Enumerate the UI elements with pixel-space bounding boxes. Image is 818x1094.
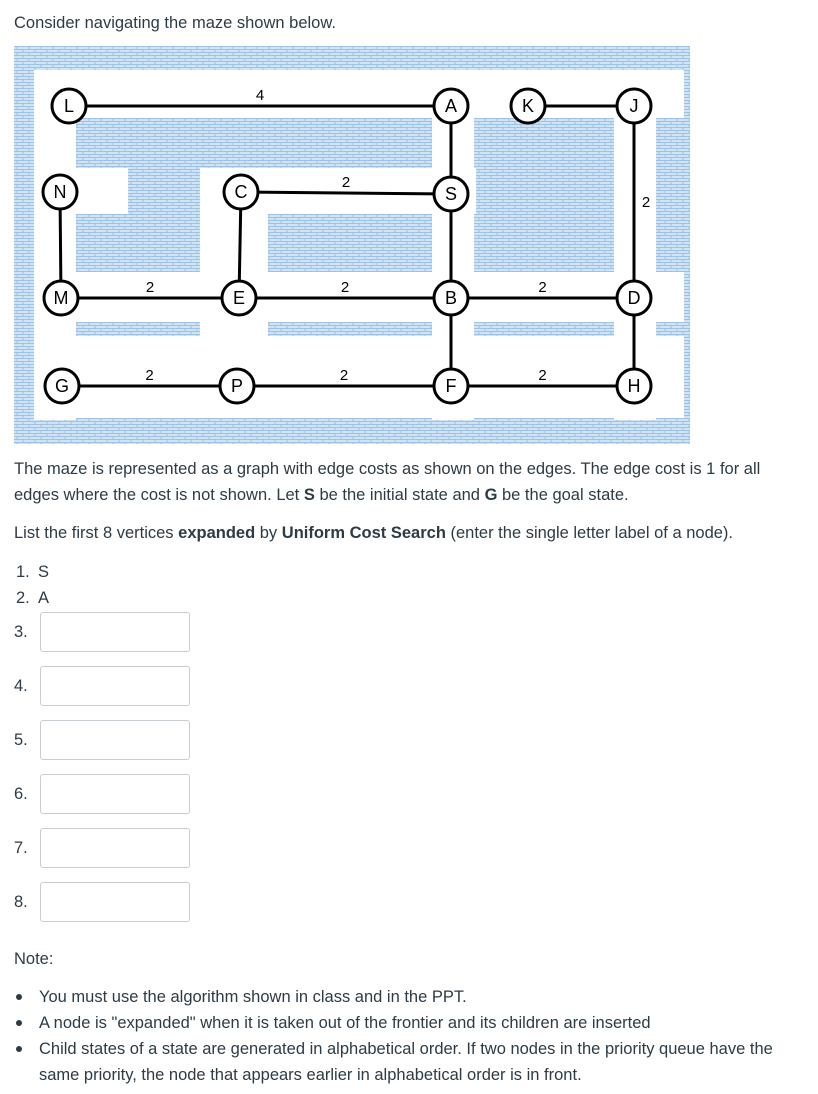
answer-number: 4. <box>14 677 28 695</box>
node-label: J <box>629 96 639 116</box>
given-item <box>16 561 49 583</box>
node-label: E <box>232 288 246 308</box>
edge-line-C-S <box>241 192 451 194</box>
node-label: K <box>521 96 535 116</box>
goal-state-label: G <box>484 486 498 504</box>
given-number: 2. <box>16 589 30 607</box>
edge-cost-label: 4 <box>255 87 265 104</box>
note-item <box>14 984 814 1010</box>
given-number: 1. <box>16 563 30 581</box>
bullet-icon <box>16 1046 22 1052</box>
task-bold-expanded: expanded <box>178 524 256 542</box>
answer-number: 5. <box>14 731 28 749</box>
bullet-icon <box>16 1020 22 1026</box>
node-b <box>434 281 468 315</box>
maze-description <box>14 456 809 508</box>
node-c <box>224 175 258 209</box>
node-label: C <box>234 182 248 202</box>
maze-figure <box>14 46 690 444</box>
note-text: Child states of a state are generated in alphabetical order. If two nodes in the priority queue have the same priority, the node that appears earlier in alphabetical order is in front. <box>39 1040 773 1084</box>
node-l <box>52 89 86 123</box>
desc-text-3: be the goal state. <box>497 486 629 504</box>
node-e <box>222 281 256 315</box>
desc-text-2: be the initial state and <box>314 486 485 504</box>
node-label: S <box>444 184 458 204</box>
node-label: M <box>53 288 69 308</box>
note-text: You must use the algorithm shown in class and in the PPT. <box>39 988 467 1006</box>
edge-cost-label: 2 <box>339 367 349 384</box>
given-value: A <box>38 589 50 607</box>
node-a <box>434 89 468 123</box>
maze-corridor <box>34 70 684 118</box>
node-label: L <box>63 96 75 116</box>
answer-input-6[interactable] <box>40 774 190 814</box>
answer-number: 6. <box>14 785 28 803</box>
note-item <box>14 1036 814 1088</box>
intro-text: Consider navigating the maze shown below. <box>14 14 336 32</box>
given-value: S <box>38 563 50 581</box>
maze-corridor <box>34 336 684 418</box>
node-n <box>43 175 77 209</box>
answer-input-8[interactable] <box>40 882 190 922</box>
initial-state-label: S <box>303 486 315 504</box>
edge-cost-label: 2 <box>145 367 154 384</box>
edge-cost-label: 2 <box>341 174 351 191</box>
node-k <box>511 89 545 123</box>
node-label: G <box>54 376 70 396</box>
maze-graph <box>14 46 690 444</box>
node-d <box>617 281 651 315</box>
node-label: A <box>444 96 458 116</box>
edge-cost-label: 2 <box>538 279 547 296</box>
node-label: N <box>53 182 67 202</box>
given-item <box>16 587 49 609</box>
task-text-3: (enter the single letter label of a node). <box>445 524 733 542</box>
desc-text-1: The maze is represented as a graph with edge costs as shown on the edges. The edge cost is 1 for all edges where the cost is not shown. Let <box>14 460 761 504</box>
task-bold-ucs: Uniform Cost Search <box>281 524 446 542</box>
answer-number: 8. <box>14 893 28 911</box>
note-text: A node is "expanded" when it is taken out of the frontier and its children are inserted <box>39 1014 651 1032</box>
node-s <box>434 177 468 211</box>
node-label: F <box>445 376 457 396</box>
node-label: B <box>444 288 458 308</box>
answer-input-3[interactable] <box>40 612 190 652</box>
node-f <box>434 369 468 403</box>
node-label: H <box>627 376 641 396</box>
edge-cost-label: 2 <box>145 279 155 296</box>
node-label: D <box>627 288 641 308</box>
answer-input-7[interactable] <box>40 828 190 868</box>
node-j <box>617 89 651 123</box>
note-label: Note: <box>14 950 54 968</box>
task-text-1: List the first 8 vertices <box>14 524 179 542</box>
note-item <box>14 1010 814 1036</box>
node-p <box>220 369 254 403</box>
edge-cost-label: 2 <box>641 194 651 211</box>
task-text-2: by <box>255 524 282 542</box>
answer-input-4[interactable] <box>40 666 190 706</box>
node-h <box>617 369 651 403</box>
node-g <box>45 369 79 403</box>
node-m <box>44 281 78 315</box>
task-instruction <box>14 520 733 546</box>
answer-number: 7. <box>14 839 28 857</box>
edge-cost-label: 2 <box>538 367 547 384</box>
answer-number: 3. <box>14 623 28 641</box>
edge-cost-label: 2 <box>340 279 350 296</box>
node-label: P <box>230 376 244 396</box>
bullet-icon <box>16 994 22 1000</box>
answer-input-5[interactable] <box>40 720 190 760</box>
notes-list <box>14 984 814 1088</box>
